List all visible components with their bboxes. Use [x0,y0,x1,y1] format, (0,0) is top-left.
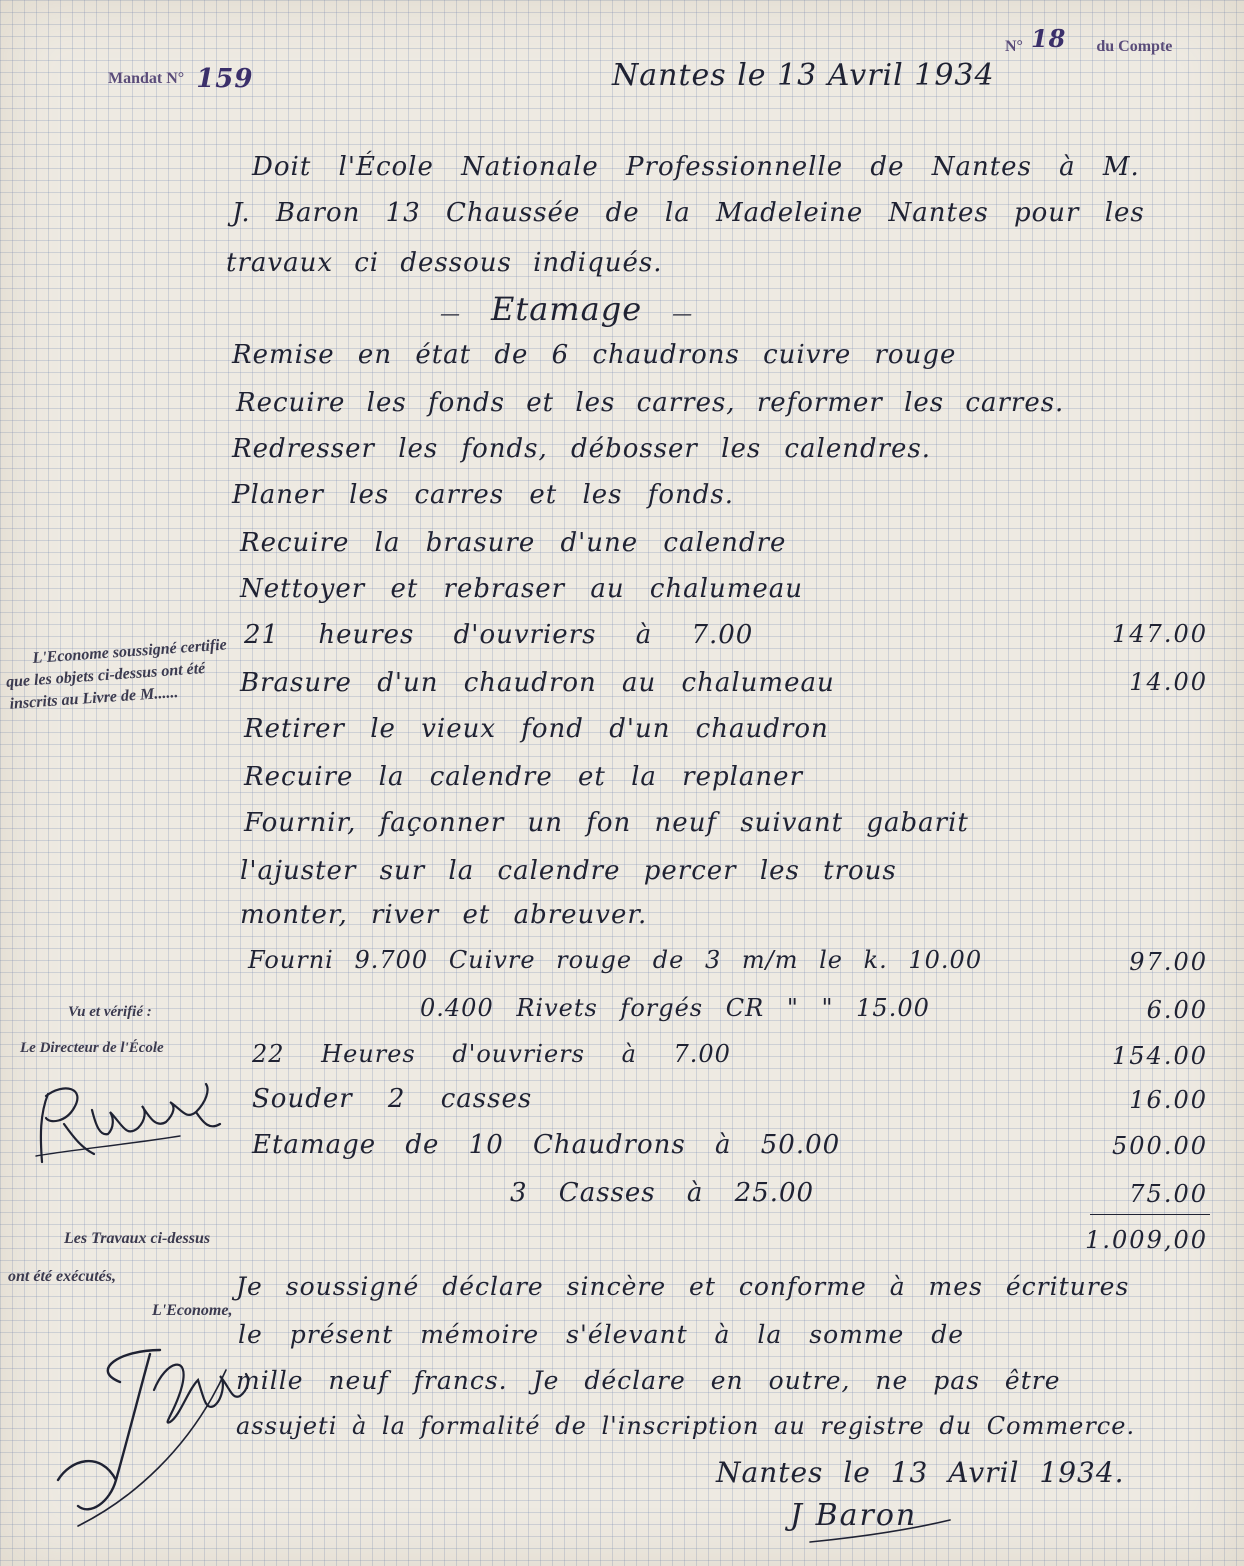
item-line-12: l'ajuster sur la calendre percer les trous [240,856,897,886]
item-line-18: Etamage de 10 Chaudrons à 50.00 [252,1130,841,1160]
declaration-date: Nantes le 13 Avril 1934. [716,1456,1125,1489]
item-line-9: Retirer le vieux fond d'un chaudron [244,714,829,744]
item-line-7: 21 heures d'ouvriers à 7.00 [244,620,754,650]
amount-8: 75.00 [1129,1180,1208,1208]
item-line-11: Fournir, façonner un fon neuf suivant gabarit [244,808,969,838]
vu-verifie-stamp: Vu et vérifié : [68,1004,152,1020]
compte-number: 18 [1030,24,1067,53]
item-line-16: 22 Heures d'ouvriers à 7.00 [252,1040,731,1068]
item-line-8: Brasure d'un chaudron au chalumeau [240,668,835,698]
econome-signature [50,1330,270,1530]
amount-4: 6.00 [1146,996,1208,1024]
item-line-5: Recuire la brasure d'une calendre [240,528,787,558]
item-line-4: Planer les carres et les fonds. [232,480,735,510]
econome-sign-stamp: L'Econome, [152,1302,233,1319]
directeur-stamp: Le Directeur de l'École [20,1040,164,1056]
item-line-15: 0.400 Rivets forgés CR " " 15.00 [420,994,930,1022]
amount-1: 147.00 [1112,620,1208,648]
mandat-label: Mandat N° [108,70,185,87]
amount-2: 14.00 [1129,668,1208,696]
item-line-17: Souder 2 casses [252,1084,533,1114]
econome-certif-line-3: inscrits au Livre de M...... [9,683,179,713]
item-line-10: Recuire la calendre et la replaner [244,762,803,792]
econome-certification-stamp [4,636,228,713]
section-title-text: Etamage [491,290,643,328]
compte-no-label: N° [1005,38,1023,55]
amount-5: 154.00 [1112,1042,1208,1070]
travaux-stamp-line-1: Les Travaux ci-dessus [64,1230,211,1247]
compte-stamp [1005,24,1173,57]
item-line-13: monter, river et abreuver. [240,900,648,930]
item-line-2: Recuire les fonds et les carres, reformer les carres. [236,388,1065,418]
total-rule [1090,1214,1210,1215]
baron-signature [790,1494,960,1554]
directeur-signature [10,1066,230,1176]
mandat-stamp [108,60,254,94]
amount-total: 1.009,00 [1085,1226,1208,1254]
item-line-14: Fourni 9.700 Cuivre rouge de 3 m/m le k. 10.00 [248,946,983,974]
declaration-line-4: assujeti à la formalité de l'inscription au registre du Commerce. [236,1412,1136,1440]
intro-line-1: Doit l'École Nationale Professionnelle de Nantes à M. [252,152,1140,182]
declaration-line-1: Je soussigné déclare sincère et conforme à mes écritures [236,1272,1130,1301]
baron-signature-text: J Baron [790,1498,918,1533]
mandat-number: 159 [196,64,254,94]
amount-3: 97.00 [1129,948,1208,976]
item-line-1: Remise en état de 6 chaudrons cuivre rouge [232,340,957,370]
item-line-3: Redresser les fonds, débosser les calendres. [232,434,932,464]
amount-6: 16.00 [1129,1086,1208,1114]
intro-line-3: travaux ci dessous indiqués. [226,248,663,278]
amount-7: 500.00 [1112,1132,1208,1160]
section-title: — Etamage — [440,290,694,328]
travaux-stamp-line-2: ont été exécutés, [8,1268,116,1285]
declaration-line-2: le présent mémoire s'élevant à la somme de [238,1320,965,1349]
item-line-6: Nettoyer et rebraser au chalumeau [240,574,804,604]
baron-signature-flourish [790,1494,960,1554]
econome-certif-line-2: que les objets ci-dessus ont été [5,660,206,691]
compte-label: du Compte [1096,38,1173,55]
declaration-line-3: mille neuf francs. Je déclare en outre, ne pas être [236,1366,1061,1395]
header-date: Nantes le 13 Avril 1934 [612,58,995,93]
item-line-19: 3 Casses à 25.00 [510,1178,815,1208]
intro-line-2: J. Baron 13 Chaussée de la Madeleine Nantes pour les [232,198,1145,228]
econome-certif-line-1: L'Econome soussigné certifie [31,636,228,668]
